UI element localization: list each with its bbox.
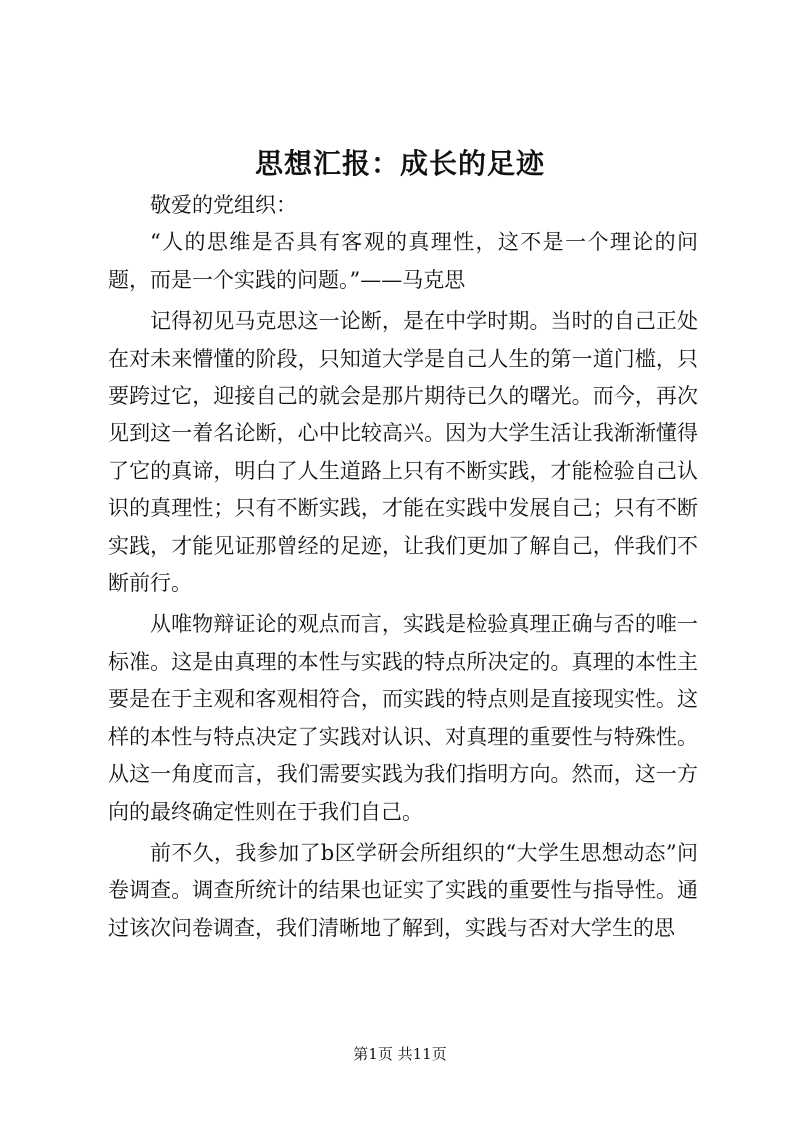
document-title: 思想汇报：成长的足迹 — [254, 147, 545, 180]
document-body — [108, 187, 698, 947]
paragraph-2: 从唯物辩证论的观点而言，实践是检验真理正确与否的唯一标准。这是由真理的本性与实践的特点所决定的。真理的本性主要是在于主观和客观相符合，而实践的特点则是直接现实性。这样的本性与特点决定了实践对认识、对真理的重要性与特殊性。从这一角度而言，我们需要实践为我们指明方向。然而，这一方向的最终确定性则在于我们自己。 — [108, 612, 698, 824]
paragraph-1: 记得初见马克思这一论断，是在中学时期。当时的自己正处在对未来懵懂的阶段，只知道大学是自己人生的第一道门槛，只要跨过它，迎接自己的就会是那片期待已久的曙光。而今，再次见到这一着名论断，心中比较高兴。因为大学生活让我渐渐懂得了它的真谛，明白了人生道路上只有不断实践，才能检验自己认识的真理性；只有不断实践，才能在实践中发展自己；只有不断实践，才能见证那曾经的足迹，让我们更加了解自己，伴我们不断前行。 — [108, 309, 698, 596]
salutation: 敬爱的党组织： — [150, 193, 297, 217]
paragraph-quote: “人的思维是否具有客观的真理性，这不是一个理论的问题，而是一个实践的问题。”——马克思 — [108, 230, 698, 292]
paragraph-3: 前不久，我参加了b区学研会所组织的“大学生思想动态”问卷调查。调查所统计的结果也证实了实践的重要性与指导性。通过该次问卷调查，我们清晰地了解到，实践与否对大学生的思 — [108, 840, 698, 940]
page-footer: 第1页 共11页 — [353, 1045, 447, 1063]
